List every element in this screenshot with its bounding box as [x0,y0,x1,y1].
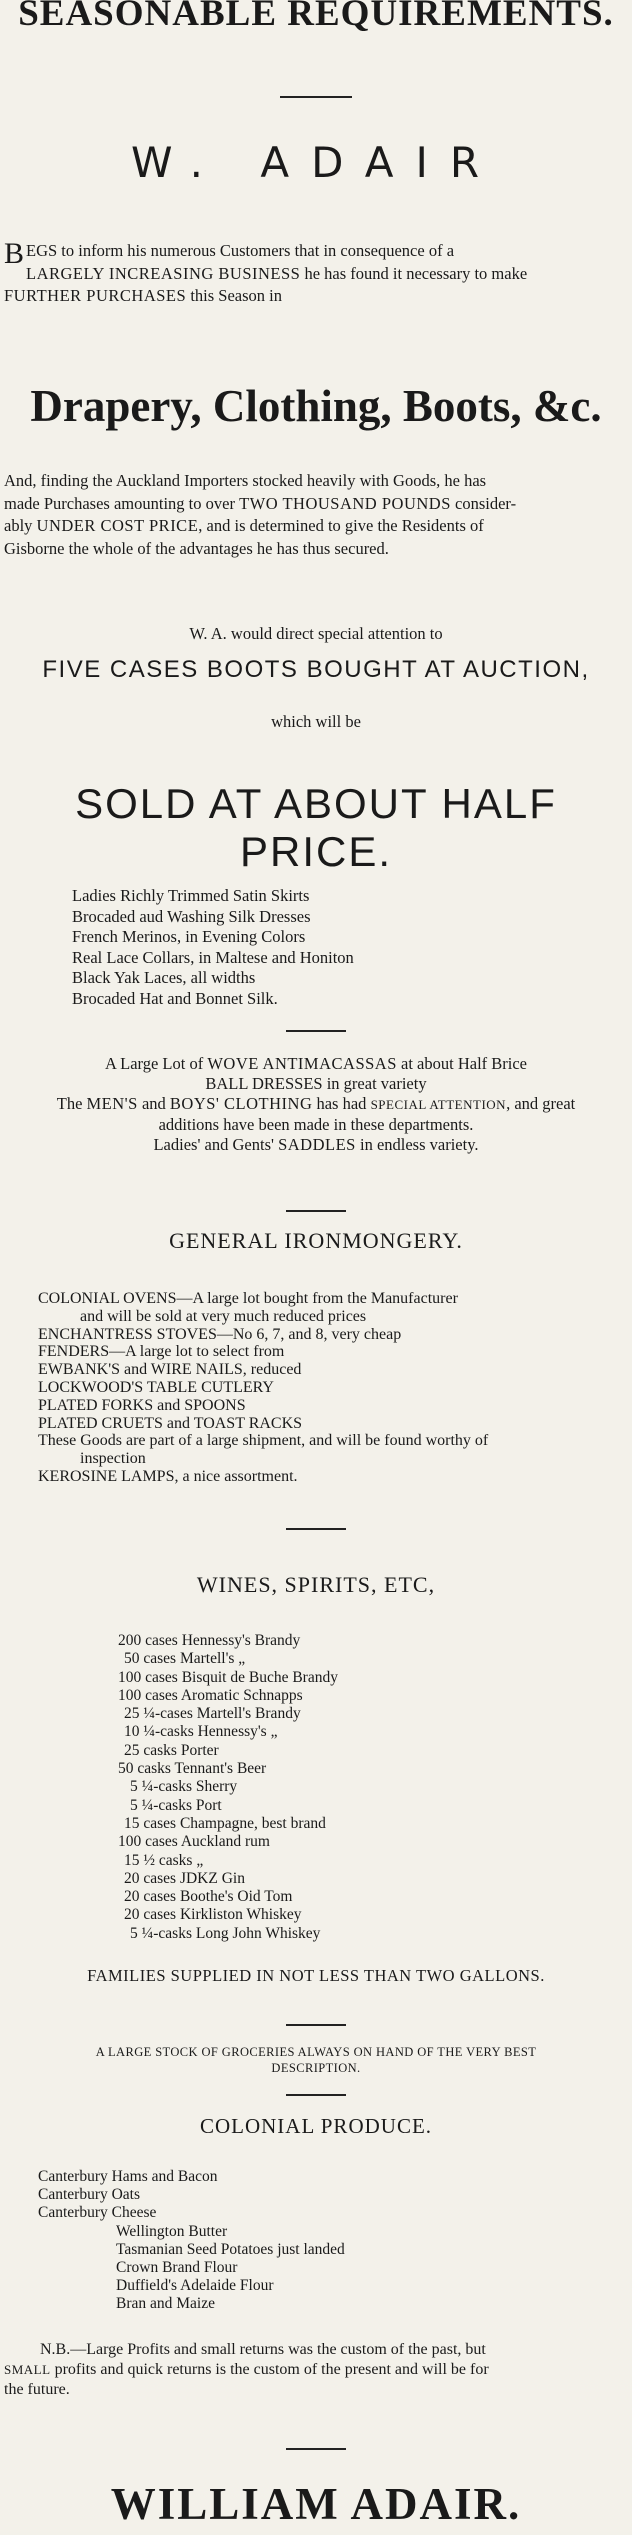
finding-caps: TWO THOUSAND POUNDS [239,493,451,513]
finding-text: consider- [450,493,517,513]
caps: SADDLES [278,1135,356,1154]
groceries-line: DESCRIPTION. [271,2061,361,2075]
families-line: FAMILIES SUPPLIED IN NOT LESS THAN TWO GALLONS. [87,1966,545,1985]
list-item: inspection [80,1450,146,1468]
list-item: 100 cases Aromatic Schnapps [118,1686,303,1704]
list-item: Black Yak Laces, all widths [72,968,256,987]
nb-line: N.B.—Large Profits and small returns was the custom of the past, but [40,2341,486,2358]
list-item: and will be sold at very much reduced prices [80,1307,367,1325]
produce-list [38,2168,345,2314]
list-item: 200 cases Hennessy's Brandy [118,1632,301,1649]
list-item: Wellington Butter [116,2222,228,2240]
wines-list [118,1632,338,1943]
list-item: EWBANK'S and WIRE NAILS, reduced [38,1361,302,1379]
caps: WOVE ANTIMACASSAS [207,1054,397,1073]
divider-rule [286,2024,346,2026]
finding-text: , and is determined to give the Residents of [198,516,484,535]
list-item: Brocaded aud Washing Silk Dresses [72,906,311,926]
list-item: 20 cases Kirkliston Whiskey [124,1906,302,1924]
list-item: French Merinos, in Evening Colors [72,927,306,946]
text: in endless variety. [355,1135,479,1154]
text: Ladies' and Gents' [153,1135,279,1154]
list-item: Ladies Richly Trimmed Satin Skirts [72,886,310,905]
finding-caps: UNDER COST PRICE [36,516,199,535]
text: BALL DRESSES in great variety [205,1074,427,1093]
smallcaps: SMALL [4,2362,51,2377]
finding-line: Gisborne the whole of the advantages he has thus secured. [4,538,389,558]
list-item: 5 ¼-casks Long John Whiskey [130,1924,321,1942]
intro-caps: LARGELY INCREASING BUSINESS [26,263,301,283]
list-item: 100 cases Bisquit de Buche Brandy [118,1668,338,1686]
attention-line: W. A. would direct special attention to [189,624,443,643]
caps: MEN'S [86,1094,138,1113]
list-item: Canterbury Oats [38,2186,141,2204]
finding-line: And, finding the Auckland Importers stocked heavily with Goods, he has [4,471,487,490]
list-item: 50 casks Tennant's Beer [118,1760,267,1778]
intro-paragraph [4,237,628,308]
list-item: 5 ¼-casks Port [130,1796,222,1814]
list-item: Canterbury Cheese [38,2204,157,2222]
text: , and great [506,1094,576,1113]
produce-heading: COLONIAL PRODUCE. [199,2114,433,2138]
list-item: PLATED CRUETS and TOAST RACKS [38,1414,303,1432]
list-item: 15 cases Champagne, best brand [124,1814,326,1832]
drapery-heading: Drapery, Clothing, Boots, &c. [30,381,602,431]
caps: BOYS' CLOTHING [169,1094,313,1113]
text: has had [312,1094,371,1113]
text: additions have been made in these departments. [158,1115,474,1134]
divider-rule [280,96,352,98]
dropcap: B [4,237,25,270]
intro-line: EGS to inform his numerous Customers that in consequence of a [26,241,455,260]
text: at about Half Brice [396,1054,528,1073]
ironmongery-list [38,1290,624,1486]
intro-caps: FURTHER PURCHASES [4,286,187,305]
finding-text: made Purchases amounting to over [4,493,240,513]
text: and [137,1094,170,1113]
list-item: FENDERS—A large lot to select from [38,1343,285,1361]
finding-paragraph [4,470,628,560]
list-item: Duffield's Adelaide Flour [116,2277,274,2295]
ironmongery-heading: GENERAL IRONMONGERY. [169,1228,463,1253]
list-item: PLATED FORKS and SPOONS [38,1396,246,1414]
groceries-line: A LARGE STOCK OF GROCERIES ALWAYS ON HAND OF THE VERY BEST [95,2045,537,2059]
list-item: 20 cases Boothe's Oid Tom [124,1888,293,1906]
wines-heading: WINES, SPIRITS, ETC, [196,1572,436,1597]
five-cases-heading: FIVE CASES BOOTS BOUGHT AT AUCTION, [42,656,590,683]
intro-line: he has found it necessary to make [300,263,528,283]
list-item: These Goods are part of a large shipment, and will be found worthy of [38,1432,489,1450]
list-item: Canterbury Hams and Bacon [38,2168,218,2185]
divider-rule [286,2094,346,2096]
nb-text: profits and quick returns is the custom of the present and will be for [50,2361,489,2378]
intro-line: this Season in [186,286,282,305]
list-item: COLONIAL OVENS—A large lot bought from the Manufacturer [38,1290,458,1307]
divider-rule [286,1528,346,1530]
list-item: 15 ½ casks „ [124,1851,204,1869]
list-item: Crown Brand Flour [116,2259,238,2277]
list-item: KEROSINE LAMPS, a nice assortment. [38,1467,298,1485]
antimacassas-block [4,1054,628,1155]
list-item: 20 cases JDKZ Gin [124,1869,245,1887]
list-item: 10 ¼-casks Hennessy's „ [124,1723,278,1741]
which-will-be: which will be [271,712,361,731]
text: A Large Lot of [104,1054,208,1073]
half-price-heading: SOLD AT ABOUT HALF PRICE. [75,780,557,875]
nb-line: the future. [4,2381,70,2398]
list-item: Bran and Maize [116,2295,215,2313]
text: The [56,1094,87,1113]
finding-text: ably [4,516,37,535]
signature-name: WILLIAM ADAIR. [110,2479,522,2529]
list-item: 25 casks Porter [124,1741,219,1759]
nb-paragraph [4,2340,628,2400]
list-item: Real Lace Collars, in Maltese and Honiton [72,947,354,967]
divider-rule [286,2448,346,2450]
divider-rule [286,1030,346,1032]
list-item: 50 cases Martell's „ [124,1650,246,1668]
merchant-name-heading: W. ADAIR [130,138,502,187]
list-item: 5 ¼-casks Sherry [130,1778,238,1796]
groceries-block [4,2044,628,2076]
list-item: Tasmanian Seed Potatoes just landed [116,2240,345,2258]
list-item: LOCKWOOD'S TABLE CUTLERY [38,1378,274,1396]
page-title: SEASONABLE REQUIREMENTS. [18,0,614,34]
list-item: 25 ¼-cases Martell's Brandy [124,1705,301,1723]
list-item: Brocaded Hat and Bonnet Silk. [72,988,278,1008]
smallcaps: SPECIAL ATTENTION [370,1097,507,1112]
list-item: ENCHANTRESS STOVES—No 6, 7, and 8, very cheap [38,1325,402,1343]
ladies-goods-list [72,886,354,1009]
list-item: 100 cases Auckland rum [118,1833,270,1851]
divider-rule [286,1210,346,1212]
